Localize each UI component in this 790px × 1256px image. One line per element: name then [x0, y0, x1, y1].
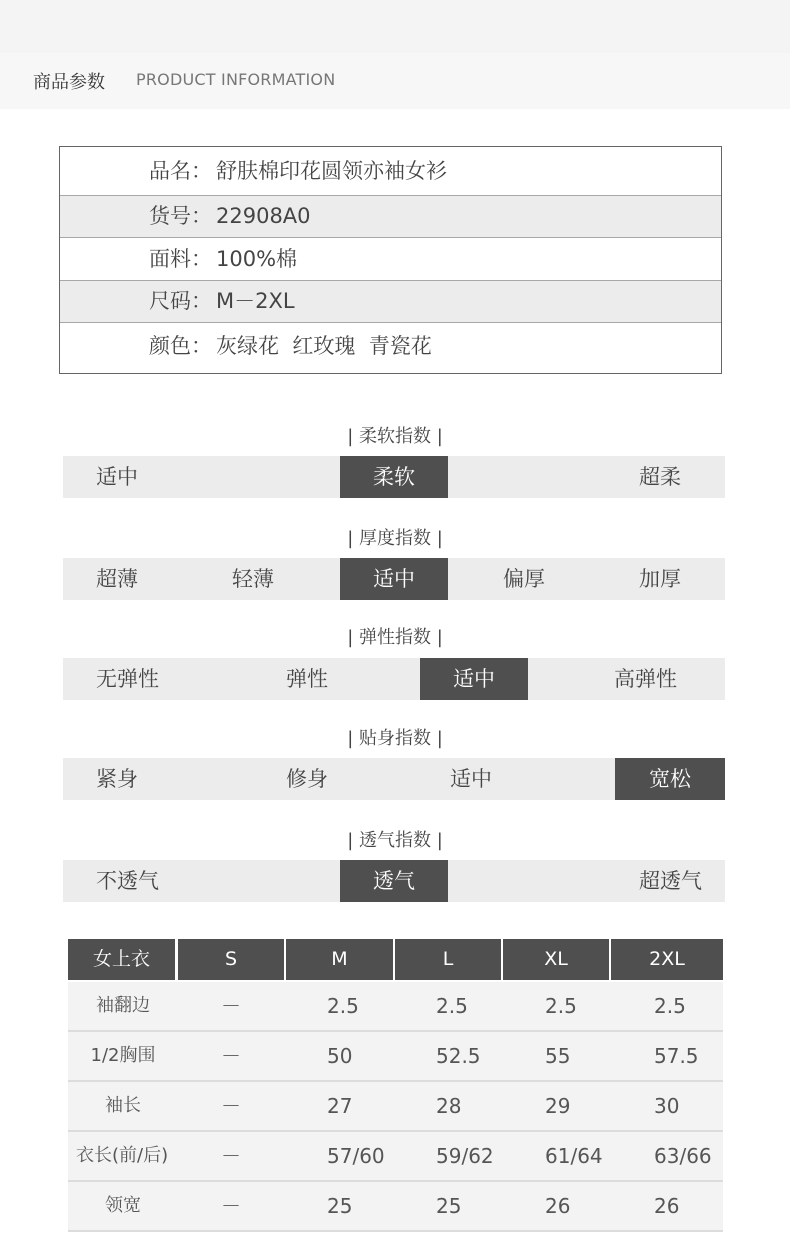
- size-cell: 30: [654, 1094, 680, 1118]
- index-option: 适中: [450, 767, 492, 791]
- index-option: 不透气: [96, 869, 159, 893]
- size-cell: 2.5: [436, 994, 468, 1018]
- size-header-cell: M: [286, 939, 393, 980]
- info-row-fabric: [60, 237, 721, 280]
- index-option: 无弹性: [96, 667, 159, 691]
- fit-index-bar: [63, 758, 725, 800]
- index-option: 适中: [96, 465, 138, 489]
- info-label: 货号: [149, 204, 191, 228]
- size-row: [68, 1132, 723, 1182]
- size-row-label: 领宽: [105, 1195, 141, 1216]
- size-header-cell: S: [178, 939, 284, 980]
- section-header: [0, 53, 790, 109]
- index-option: 弹性: [286, 667, 328, 691]
- index-option: 超薄: [96, 567, 138, 591]
- size-cell: 55: [545, 1044, 571, 1068]
- index-option: 超透气: [639, 869, 702, 893]
- index-option-selected: 宽松: [615, 758, 725, 800]
- info-colon: ：: [191, 289, 212, 313]
- size-cell: 52.5: [436, 1044, 481, 1068]
- size-row-label: 袖翻边: [96, 995, 150, 1016]
- size-cell: －: [221, 994, 241, 1018]
- info-label: 颜色: [149, 334, 191, 358]
- info-row-name: [60, 147, 721, 195]
- index-option: 紧身: [96, 767, 138, 791]
- size-cell: 28: [436, 1094, 462, 1118]
- softness-index-title: | 柔软指数 |: [347, 426, 443, 447]
- size-row-label: 袖长: [105, 1095, 141, 1116]
- softness-index-bar: [63, 456, 725, 498]
- size-cell: 25: [327, 1194, 353, 1218]
- index-option: 超柔: [639, 465, 681, 489]
- info-label: 面料: [149, 247, 191, 271]
- index-option: 轻薄: [232, 567, 274, 591]
- info-row-color: [60, 322, 721, 373]
- info-value: 灰绿花 红玫瑰 青瓷花: [216, 334, 432, 358]
- index-option-selected: 适中: [420, 658, 528, 700]
- info-value: 22908A0: [216, 204, 311, 228]
- info-colon: ：: [191, 247, 212, 271]
- size-cell: 50: [327, 1044, 353, 1068]
- size-row: [68, 982, 723, 1032]
- size-cell: －: [221, 1044, 241, 1068]
- info-row-sku: [60, 195, 721, 237]
- info-colon: ：: [191, 159, 212, 183]
- info-colon: ：: [191, 334, 212, 358]
- info-value: 100%棉: [216, 247, 298, 271]
- elasticity-index-bar: [63, 658, 725, 700]
- info-value: 舒肤棉印花圆领亦袖女衫: [216, 159, 447, 183]
- thickness-index-title: | 厚度指数 |: [347, 528, 443, 549]
- info-label: 品名: [149, 159, 191, 183]
- size-row-label: 1/2胸围: [90, 1045, 156, 1066]
- fit-index-title: | 贴身指数 |: [347, 728, 443, 749]
- size-cell: 57/60: [327, 1144, 385, 1168]
- size-header-cell: 女上衣: [68, 939, 175, 980]
- info-row-size: [60, 280, 721, 322]
- index-option: 修身: [286, 767, 328, 791]
- size-cell: －: [221, 1194, 241, 1218]
- size-cell: 2.5: [327, 994, 359, 1018]
- size-row: [68, 1082, 723, 1132]
- size-cell: 57.5: [654, 1044, 699, 1068]
- index-option-selected: 柔软: [340, 456, 448, 498]
- size-cell: 2.5: [654, 994, 686, 1018]
- section-title-en: PRODUCT INFORMATION: [136, 70, 336, 89]
- size-cell: 29: [545, 1094, 571, 1118]
- breathability-index-title: | 透气指数 |: [347, 830, 443, 851]
- product-info-table: [59, 146, 722, 374]
- index-option-selected: 适中: [340, 558, 448, 600]
- size-cell: 59/62: [436, 1144, 494, 1168]
- info-value: M－2XL: [216, 289, 295, 313]
- size-cell: －: [221, 1094, 241, 1118]
- top-bar: [0, 0, 790, 53]
- size-cell: 26: [654, 1194, 680, 1218]
- size-header-cell: L: [395, 939, 501, 980]
- elasticity-index-title: | 弹性指数 |: [347, 627, 443, 648]
- breathability-index-bar: [63, 860, 725, 902]
- size-row: [68, 1032, 723, 1082]
- index-option-selected: 透气: [340, 860, 448, 902]
- section-title-cn: 商品参数: [33, 72, 105, 93]
- size-header-cell: XL: [503, 939, 609, 980]
- size-cell: 61/64: [545, 1144, 603, 1168]
- size-cell: 2.5: [545, 994, 577, 1018]
- size-cell: 25: [436, 1194, 462, 1218]
- size-cell: 26: [545, 1194, 571, 1218]
- size-cell: 27: [327, 1094, 353, 1118]
- size-cell: 63/66: [654, 1144, 712, 1168]
- index-option: 偏厚: [503, 567, 545, 591]
- size-row: [68, 1182, 723, 1232]
- size-row-label: 衣长(前/后): [76, 1145, 169, 1166]
- size-cell: －: [221, 1144, 241, 1168]
- index-option: 加厚: [639, 567, 681, 591]
- size-header-cell: 2XL: [611, 939, 723, 980]
- thickness-index-bar: [63, 558, 725, 600]
- index-option: 高弹性: [614, 667, 677, 691]
- info-colon: ：: [191, 204, 212, 228]
- info-label: 尺码: [149, 289, 191, 313]
